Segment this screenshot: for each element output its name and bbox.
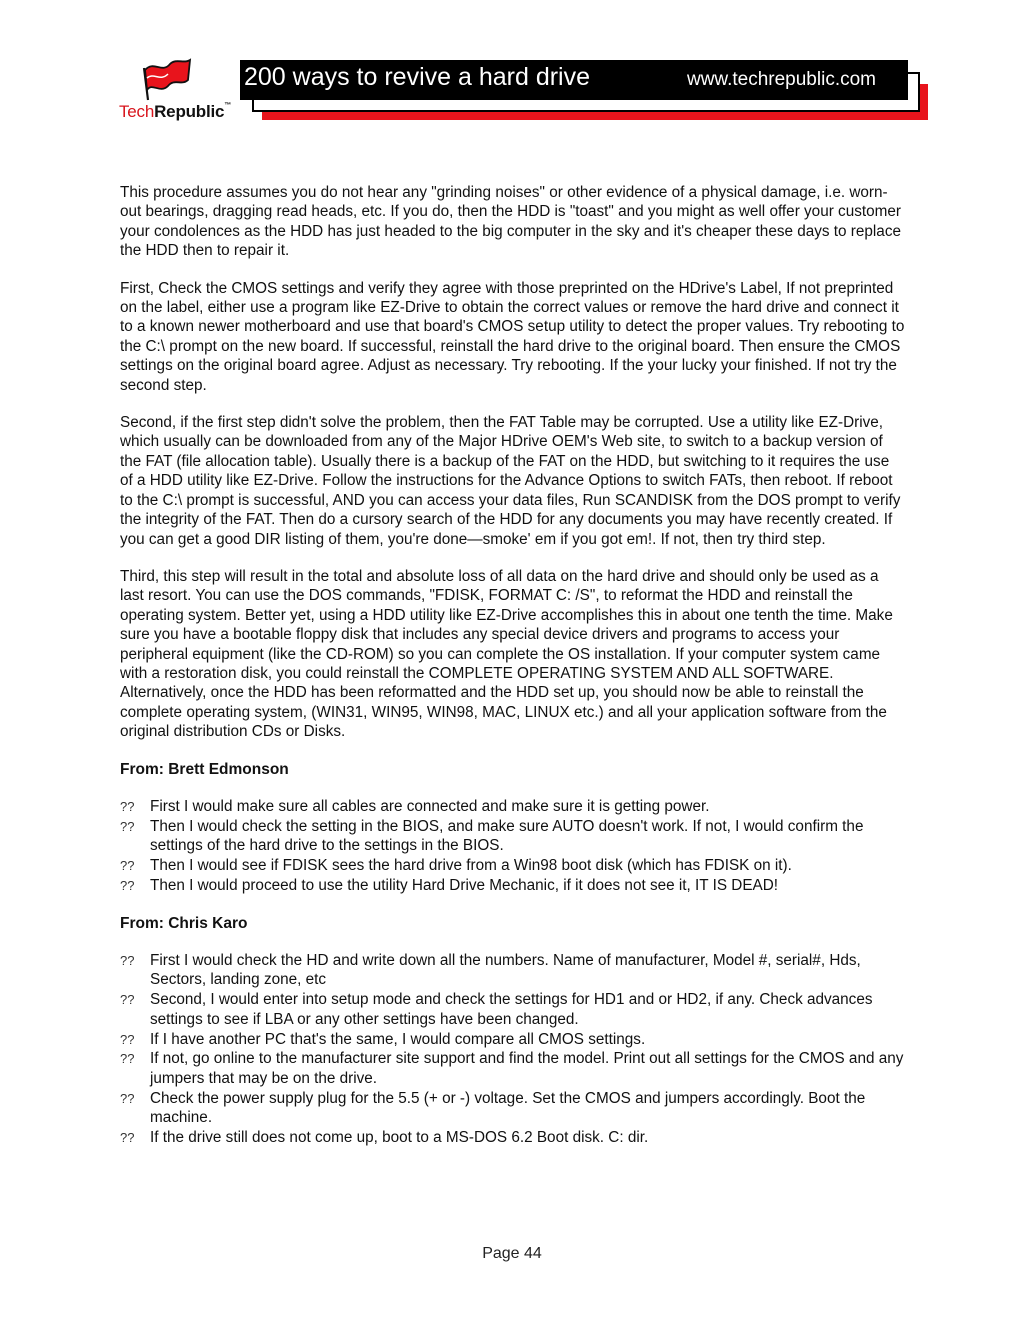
list-item — [120, 1128, 906, 1147]
list-item-text: Check the power supply plug for the 5.5 (+ or -) voltage. Set the CMOS and jumpers accordingly. Boot the machine. — [150, 1089, 866, 1127]
flag-icon — [140, 56, 196, 102]
list-item-text: Then I would check the setting in the BIOS, and make sure AUTO doesn't work. If not, I would confirm the settings of the hard drive to the settings in the BIOS. — [150, 817, 864, 855]
bullet-glyph: ?? — [120, 1130, 135, 1146]
list-item-text: If the drive still does not come up, boot to a MS-DOS 6.2 Boot disk. C: dir. — [150, 1129, 649, 1147]
page-number: Page 44 — [482, 1245, 542, 1262]
list-item-text: Then I would see if FDISK sees the hard drive from a Win98 boot disk (which has FDISK on it). — [150, 857, 792, 875]
bullet-glyph: ?? — [120, 798, 135, 814]
section-heading: From: Brett Edmonson — [120, 760, 289, 778]
paragraph: First, Check the CMOS settings and verify they agree with those preprinted on the HDrive's Label, If not preprinted on the label, either use a program like EZ-Drive to obtain the correct values or remove the hard drive and connect it to a known newer motherboard and use that board's CMOS setup utility to detect the proper values. Try rebooting to the C:\ prompt on the new board. If successful, reinstall the hard drive to the original board. Then ensure the CMOS settings on the original board agree. Adjust as necessary. Try rebooting. If the your lucky your finished. If not try the second step. — [120, 279, 905, 394]
bullet-glyph: ?? — [120, 858, 135, 874]
bullet-glyph: ?? — [120, 1090, 135, 1106]
page-header — [0, 0, 1024, 130]
list-item — [120, 1089, 906, 1128]
document-title: 200 ways to revive a hard drive — [244, 63, 591, 91]
header-title-bar — [240, 60, 908, 100]
paragraph: Second, if the first step didn't solve the problem, then the FAT Table may be corrupted. Use a utility like EZ-Drive, which usually can be downloaded from any of the Major HDrive OEM's Web site, to switch to a backup version of the FAT (file allocation table). Usually there is a backup of the FAT on the HDD, but switching to it requires the use of a HDD utility like EZ-Drive. Follow the instructions for the Advance Options to switch FATs, then reboot. If reboot to the C:\ prompt is successful, AND you can access your data files, Run SCANDISK from the DOS prompt to verify the integrity of the FAT. Then do a cursory search of the HDD for any documents you may have recently created. If you can get a good DIR listing of them, you're done—smoke' em if you got em!. If not, then try third step. — [120, 414, 901, 548]
list-item-text: First I would check the HD and write down all the numbers. Name of manufacturer, Model #, serial#, Hds, Sectors, landing zone, etc — [150, 951, 861, 989]
list-item-text: First I would make sure all cables are connected and make sure it is getting power. — [150, 797, 710, 815]
tip-list — [120, 797, 906, 896]
bullet-glyph: ?? — [120, 1051, 135, 1067]
list-item-text: Then I would proceed to use the utility Hard Drive Mechanic, if it does not see it, IT IS DEAD! — [150, 877, 779, 895]
techrepublic-logo — [112, 56, 242, 126]
logo-wordmark: TechRepublic™ — [119, 102, 232, 121]
list-item — [120, 990, 906, 1029]
list-item — [120, 951, 906, 990]
bullet-glyph: ?? — [120, 1031, 135, 1047]
bullet-glyph: ?? — [120, 992, 135, 1008]
document-body — [120, 183, 906, 1165]
paragraph: Third, this step will result in the total and absolute loss of all data on the hard drive and should only be used as a last resort. You can use the DOS commands, "FDISK, FORMAT C: /S", to reformat the HDD and reinstall the operating system. Better yet, using a HDD utility like EZ-Drive accomplishes this in about one tenth the time. Make sure you have a bootable floppy disk that includes any special device drivers and programs to access your peripheral equipment (like the CD-ROM) so you can complete the OS installation. If your computer system came with a restoration disk, you could reinstall the COMPLETE OPERATING SYSTEM AND ALL SOFTWARE. Alternatively, once the HDD has been reformatted and the HDD set up, you should now be able to reinstall the complete operating system, (WIN31, WIN95, WIN98, MAC, LINUX etc.) and all your application software from the original distribution CDs or Disks. — [120, 567, 893, 741]
tip-list — [120, 951, 906, 1148]
section-heading: From: Chris Karo — [120, 914, 248, 932]
list-item-text: If not, go online to the manufacturer site support and find the model. Print out all settings for the CMOS and any jumpers that may be on the drive. — [150, 1050, 904, 1087]
list-item — [120, 1030, 906, 1049]
list-item — [120, 856, 906, 875]
list-item — [120, 876, 906, 895]
paragraph: This procedure assumes you do not hear any "grinding noises" or other evidence of a physical damage, i.e. worn-out bearings, dragging read heads, etc. If you do, then the HDD is "toast" and you might as well offer your customer your condolences as the HDD has just headed to the big computer in the sky and it's cheaper these days to replace the HDD then to repair it. — [120, 184, 901, 260]
list-item — [120, 797, 906, 816]
list-item-text: If I have another PC that's the same, I would compare all CMOS settings. — [150, 1030, 646, 1048]
list-item — [120, 817, 906, 856]
bullet-glyph: ?? — [120, 952, 135, 968]
list-item — [120, 1049, 906, 1088]
list-item-text: Second, I would enter into setup mode and check the settings for HD1 and or HD2, if any. Check advances settings to see if LBA or any other settings have been changed. — [150, 991, 873, 1028]
bullet-glyph: ?? — [120, 818, 135, 834]
site-url: www.techrepublic.com — [686, 69, 876, 90]
bullet-glyph: ?? — [120, 878, 135, 894]
